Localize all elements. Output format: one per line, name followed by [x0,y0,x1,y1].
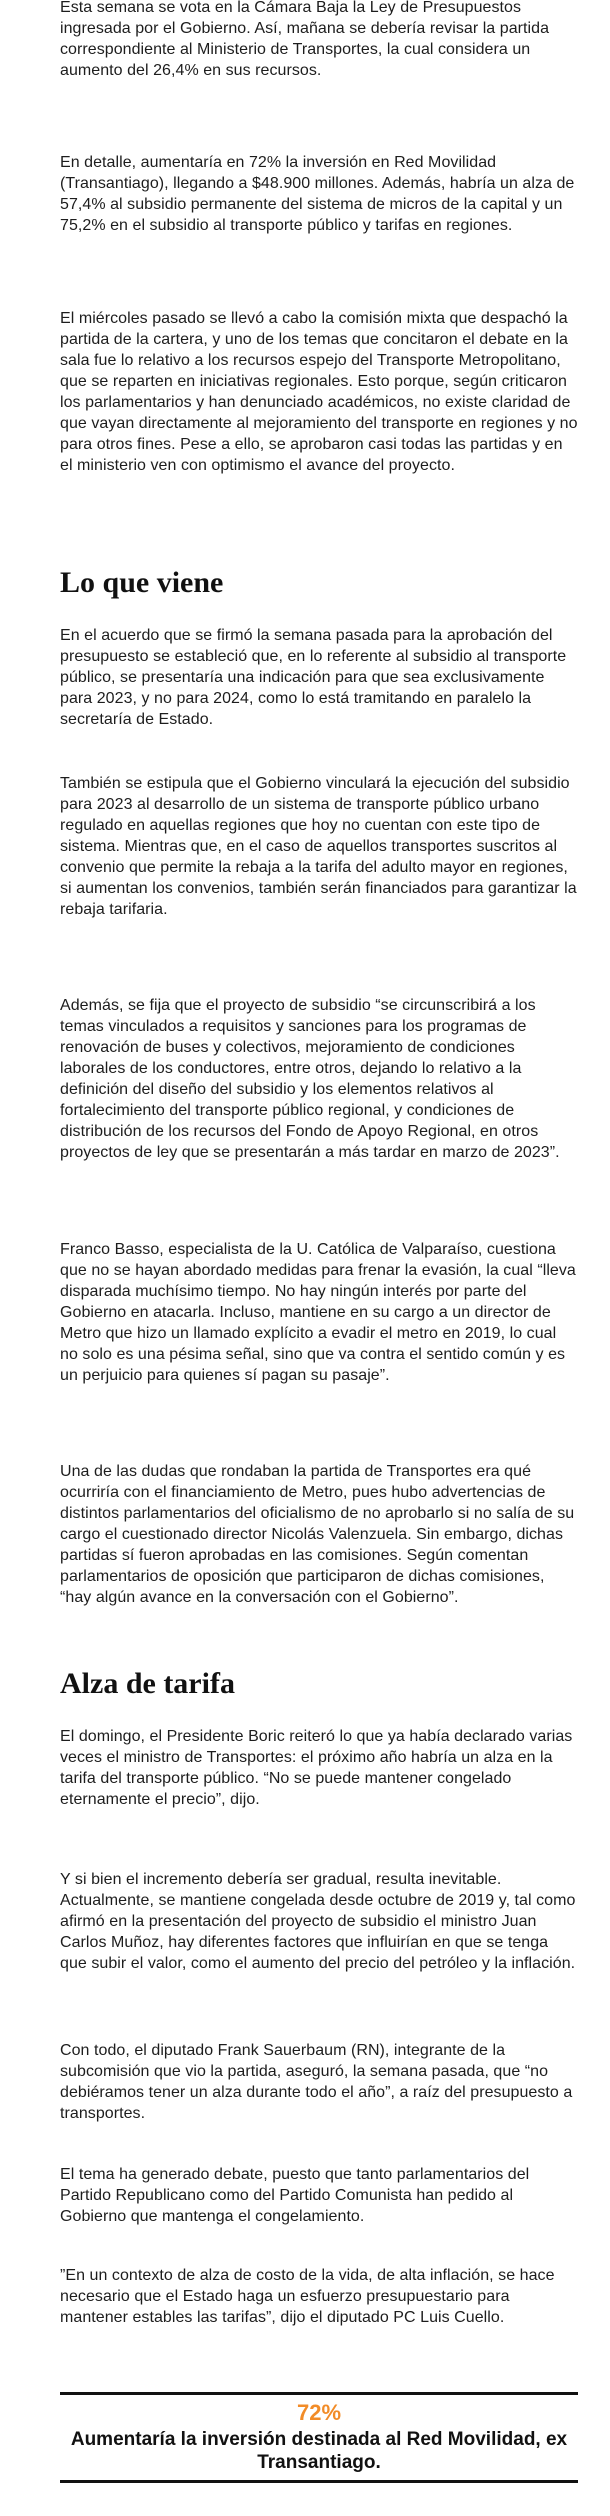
section-2-paragraph-2: Y si bien el incremento debería ser gradual, resulta inevitable. Actualmente, se mantiene congelada desde octubre de 2019 y, tal como afirmó en la presentación del proyecto de subsidio el ministro Juan Carlos Muñoz, hay diferentes factores que influirían en que se tenga que subir el valor, como el aumento del precio del petróleo y la inflación. [60,1871,576,1972]
section-1-paragraph-4: Franco Basso, especialista de la U. Católica de Valparaíso, cuestiona que no se hayan abordado medidas para frenar la evasión, la cual “lleva disparada muchísimo tiempo. No hay ningún interés por parte del Gobierno en atacarla. Incluso, mantiene en su cargo a un director de Metro que hizo un llamado explícito a evadir el metro en 2019, lo cual no solo es una pésima señal, sino que va contra el sentido común y es un perjuicio para quienes sí pagan su pasaje”. [60,1241,576,1384]
callout-bottom-rule [60,2480,578,2483]
callout-value: 72% [296,2400,342,2425]
section-1-paragraph-5: Una de las dudas que rondaban la partida de Transportes era qué ocurriría con el financiamiento de Metro, pues hubo advertencias de distintos parlamentarios del oficialismo de no aprobarlo si no salía de su cargo el cuestionado director Nicolás Valenzuela. Sin embargo, dichas partidas sí fueron aprobadas en las comisiones. Según comentan parlamentarios de oposición que participaron de dichas comisiones, “hay algún avance en la conversación con el Gobierno”. [60,1463,575,1606]
intro-paragraph-2: En detalle, aumentaría en 72% la inversión en Red Movilidad (Transantiago), llegando a $48.900 millones. Además, habría un alza de 57,4% al subsidio permanente del sistema de micros de la capital y un 75,2% en el subsidio al transporte público y tarifas en regiones. [60,154,575,234]
section-2-paragraph-1: El domingo, el Presidente Boric reiteró lo que ya había declarado varias veces el ministro de Transportes: el próximo año habría un alza en la tarifa del transporte público. “No se puede mantener congelado eternamente el precio”, dijo. [60,1728,573,1808]
section-heading-lo-que-viene: Lo que viene [60,566,224,599]
intro-paragraph-1: Esta semana se vota en la Cámara Baja la Ley de Presupuestos ingresada por el Gobierno. Así, mañana se debería revisar la partida correspondiente al Ministerio de Transportes, la cual considera un aumento del 26,4% en sus recursos. [60,0,550,79]
section-1-paragraph-2: También se estipula que el Gobierno vinculará la ejecución del subsidio para 2023 al desarrollo de un sistema de transporte público urbano regulado en aquellas regiones que hoy no cuentan con este tipo de sistema. Mientras que, en el caso de aquellos transportes suscritos al convenio que permite la rebaja a la tarifa del adulto mayor en regiones, si aumentan los convenios, también serán financiados para garantizar la rebaja tarifaria. [60,775,577,918]
stat-callout [60,2392,578,2483]
section-2-paragraph-3: Con todo, el diputado Frank Sauerbaum (RN), integrante de la subcomisión que vio la partida, aseguró, la semana pasada, que “no debiéramos tener un alza durante todo el año”, a raíz del presupuesto a transportes. [60,2042,573,2122]
callout-caption: Aumentaría la inversión destinada al Red Movilidad, ex Transantiago. [70,2429,568,2473]
callout-top-rule [60,2392,578,2395]
section-2-paragraph-5: ”En un contexto de alza de costo de la vida, de alta inflación, se hace necesario que el Estado haga un esfuerzo presupuestario para mantener estables las tarifas”, dijo el diputado PC Luis Cuello. [60,2267,555,2326]
section-1-paragraph-3: Además, se fija que el proyecto de subsidio “se circunscribirá a los temas vinculados a requisitos y sanciones para los programas de renovación de buses y colectivos, mejoramiento de condiciones laborales de los conductores, entre otros, dejando lo relativo a la definición del diseño del subsidio y los elementos relativos al fortalecimiento del transporte público regional, y condiciones de distribución de los recursos del Fondo de Apoyo Regional, en otros proyectos de ley que se presentarán a más tardar en marzo de 2023”. [60,997,560,1161]
section-2-paragraph-4: El tema ha generado debate, puesto que tanto parlamentarios del Partido Republicano como del Partido Comunista han pedido al Gobierno que mantenga el congelamiento. [60,2166,530,2225]
section-1-paragraph-1: En el acuerdo que se firmó la semana pasada para la aprobación del presupuesto se estableció que, en lo referente al subsidio al transporte público, se presentaría una indicación para que sea exclusivamente para 2023, y no para 2024, como lo está tramitando en paralelo la secretaría de Estado. [60,627,567,728]
intro-paragraph-3: El miércoles pasado se llevó a cabo la comisión mixta que despachó la partida de la cartera, y uno de los temas que concitaron el debate en la sala fue lo relativo a los recursos espejo del Transporte Metropolitano, que se reparten en iniciativas regionales. Esto porque, según criticaron los parlamentarios y han denunciado académicos, no existe claridad de que vayan directamente al mejoramiento del transporte en regiones y no para otros fines. Pese a ello, se aprobaron casi todas las partidas y en el ministerio ven con optimismo el avance del proyecto. [60,310,578,474]
section-heading-alza-de-tarifa: Alza de tarifa [60,1667,235,1700]
